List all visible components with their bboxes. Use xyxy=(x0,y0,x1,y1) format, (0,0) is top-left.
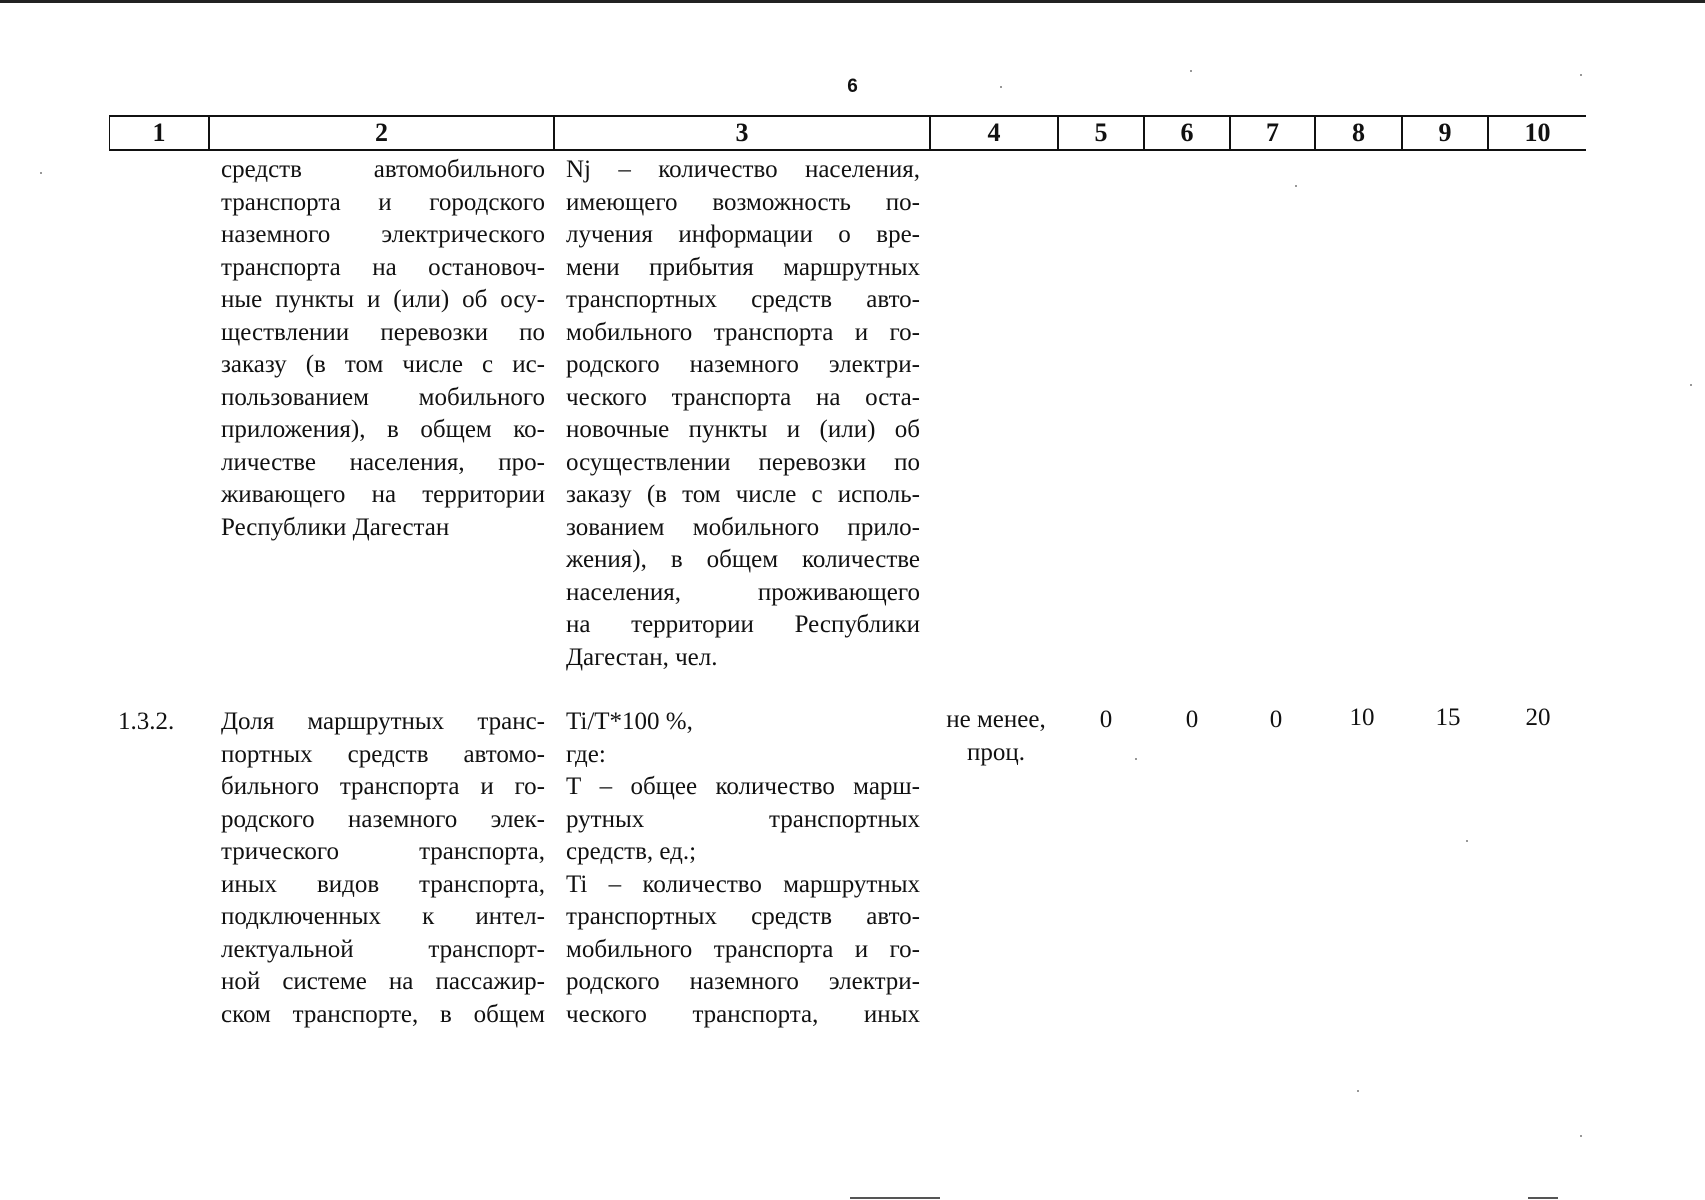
row-132-value-col8: 10 xyxy=(1349,704,1375,731)
header-col-4: 4 xyxy=(931,117,1059,149)
scan-speck xyxy=(40,172,42,174)
header-col-5: 5 xyxy=(1059,117,1145,149)
continued-row-indicator-text xyxy=(221,154,545,544)
page-number: 6 xyxy=(847,76,858,97)
text-line: живающего на территории xyxy=(221,481,545,508)
text-line: Дагестан, чел. xyxy=(566,643,718,671)
text-line: заказу (в том числе с ис- xyxy=(221,351,545,378)
text-line: приложения), в общем ко- xyxy=(221,416,545,443)
text-line: осуществлении перевозки по xyxy=(566,448,920,476)
unit-line: не менее, xyxy=(946,706,1046,733)
text-line: Nj – количество населения, xyxy=(566,156,920,183)
header-col-8: 8 xyxy=(1316,117,1403,149)
row-132-value-col9: 15 xyxy=(1435,704,1461,731)
header-col-7: 7 xyxy=(1231,117,1316,149)
text-line: портных средств автомо- xyxy=(221,740,545,768)
text-line: родского наземного элек- xyxy=(221,805,545,833)
unit-line: проц. xyxy=(966,738,1025,766)
row-132-indicator-text xyxy=(221,706,545,1031)
scan-speck xyxy=(1580,1135,1582,1137)
row-132-formula-text xyxy=(566,706,920,1031)
text-line: мобильного транспорта и го- xyxy=(566,935,920,963)
scan-speck xyxy=(1000,86,1002,88)
header-col-6: 6 xyxy=(1145,117,1231,149)
row-132-value-col5: 0 xyxy=(1099,706,1113,733)
text-line: транспортных средств авто- xyxy=(566,903,920,930)
row-132-unit xyxy=(930,704,1062,769)
text-line: родского наземного электри- xyxy=(566,968,920,995)
scan-speck xyxy=(1466,840,1468,842)
text-line: имеющего возможность по- xyxy=(566,188,920,216)
scan-speck xyxy=(1295,185,1297,187)
table-header-row xyxy=(109,115,1586,151)
text-line: ском транспорте, в общем xyxy=(221,1000,545,1028)
text-line: ной системе на пассажир- xyxy=(221,968,545,995)
scan-speck xyxy=(1135,758,1137,760)
text-line: лучения информации о вре- xyxy=(566,221,920,248)
scan-top-edge xyxy=(0,0,1705,3)
scan-bottom-mark xyxy=(1528,1197,1558,1199)
text-line: бильного транспорта и го- xyxy=(221,773,545,800)
text-line: Ti/T*100 %, xyxy=(566,708,693,735)
scan-bottom-mark xyxy=(850,1197,940,1199)
text-line: подключенных к интел- xyxy=(221,903,545,930)
text-line: трического транспорта, xyxy=(221,838,545,865)
header-col-9: 9 xyxy=(1403,117,1489,149)
text-line: родского наземного электри- xyxy=(566,351,920,378)
text-line: зованием мобильного прило- xyxy=(566,513,920,541)
text-line: личестве населения, про- xyxy=(221,448,545,476)
text-line: ческого транспорта, иных xyxy=(566,1000,920,1028)
text-line: Т – общее количество марш- xyxy=(566,773,920,800)
text-line: Республики Дагестан xyxy=(221,513,450,541)
text-line: новочные пункты и (или) об xyxy=(566,416,920,443)
header-col-3: 3 xyxy=(555,117,931,149)
text-line: наземного электрического xyxy=(221,221,545,248)
text-line: ществлении перевозки по xyxy=(221,318,545,346)
row-132-value-col10: 20 xyxy=(1525,704,1551,731)
row-132-value-col6: 0 xyxy=(1185,706,1199,733)
text-line: ные пункты и (или) об осу- xyxy=(221,286,545,313)
text-line: пользованием мобильного xyxy=(221,383,545,411)
text-line: транспортных средств авто- xyxy=(566,286,920,313)
scan-speck xyxy=(1190,70,1192,72)
text-line: на территории Республики xyxy=(566,611,920,638)
text-line: иных видов транспорта, xyxy=(221,870,545,898)
text-line: заказу (в том числе с исполь- xyxy=(566,481,920,508)
text-line: жения), в общем количестве xyxy=(566,546,920,573)
row-number: 1.3.2. xyxy=(118,708,175,735)
text-line: лектуальной транспорт- xyxy=(221,935,545,963)
row-132-value-col7: 0 xyxy=(1269,706,1283,733)
scan-speck xyxy=(1580,74,1582,76)
text-line: Ti – количество маршрутных xyxy=(566,870,920,898)
header-col-2: 2 xyxy=(210,117,555,149)
text-line: средств автомобильного xyxy=(221,156,545,183)
text-line: ческого транспорта на оста- xyxy=(566,383,920,411)
continued-row-formula-text xyxy=(566,154,920,674)
text-line: транспорта на остановоч- xyxy=(221,253,545,281)
scan-speck xyxy=(1690,384,1692,386)
text-line: мени прибытия маршрутных xyxy=(566,253,920,281)
text-line: средств, ед.; xyxy=(566,838,697,865)
text-line: рутных транспортных xyxy=(566,805,920,833)
text-line: Доля маршрутных транс- xyxy=(221,708,545,735)
text-line: мобильного транспорта и го- xyxy=(566,318,920,346)
text-line: где: xyxy=(566,740,606,768)
text-line: населения, проживающего xyxy=(566,578,920,606)
header-col-1: 1 xyxy=(110,117,210,149)
text-line: транспорта и городского xyxy=(221,188,545,216)
scan-speck xyxy=(1357,1090,1359,1092)
header-col-10: 10 xyxy=(1524,118,1551,147)
